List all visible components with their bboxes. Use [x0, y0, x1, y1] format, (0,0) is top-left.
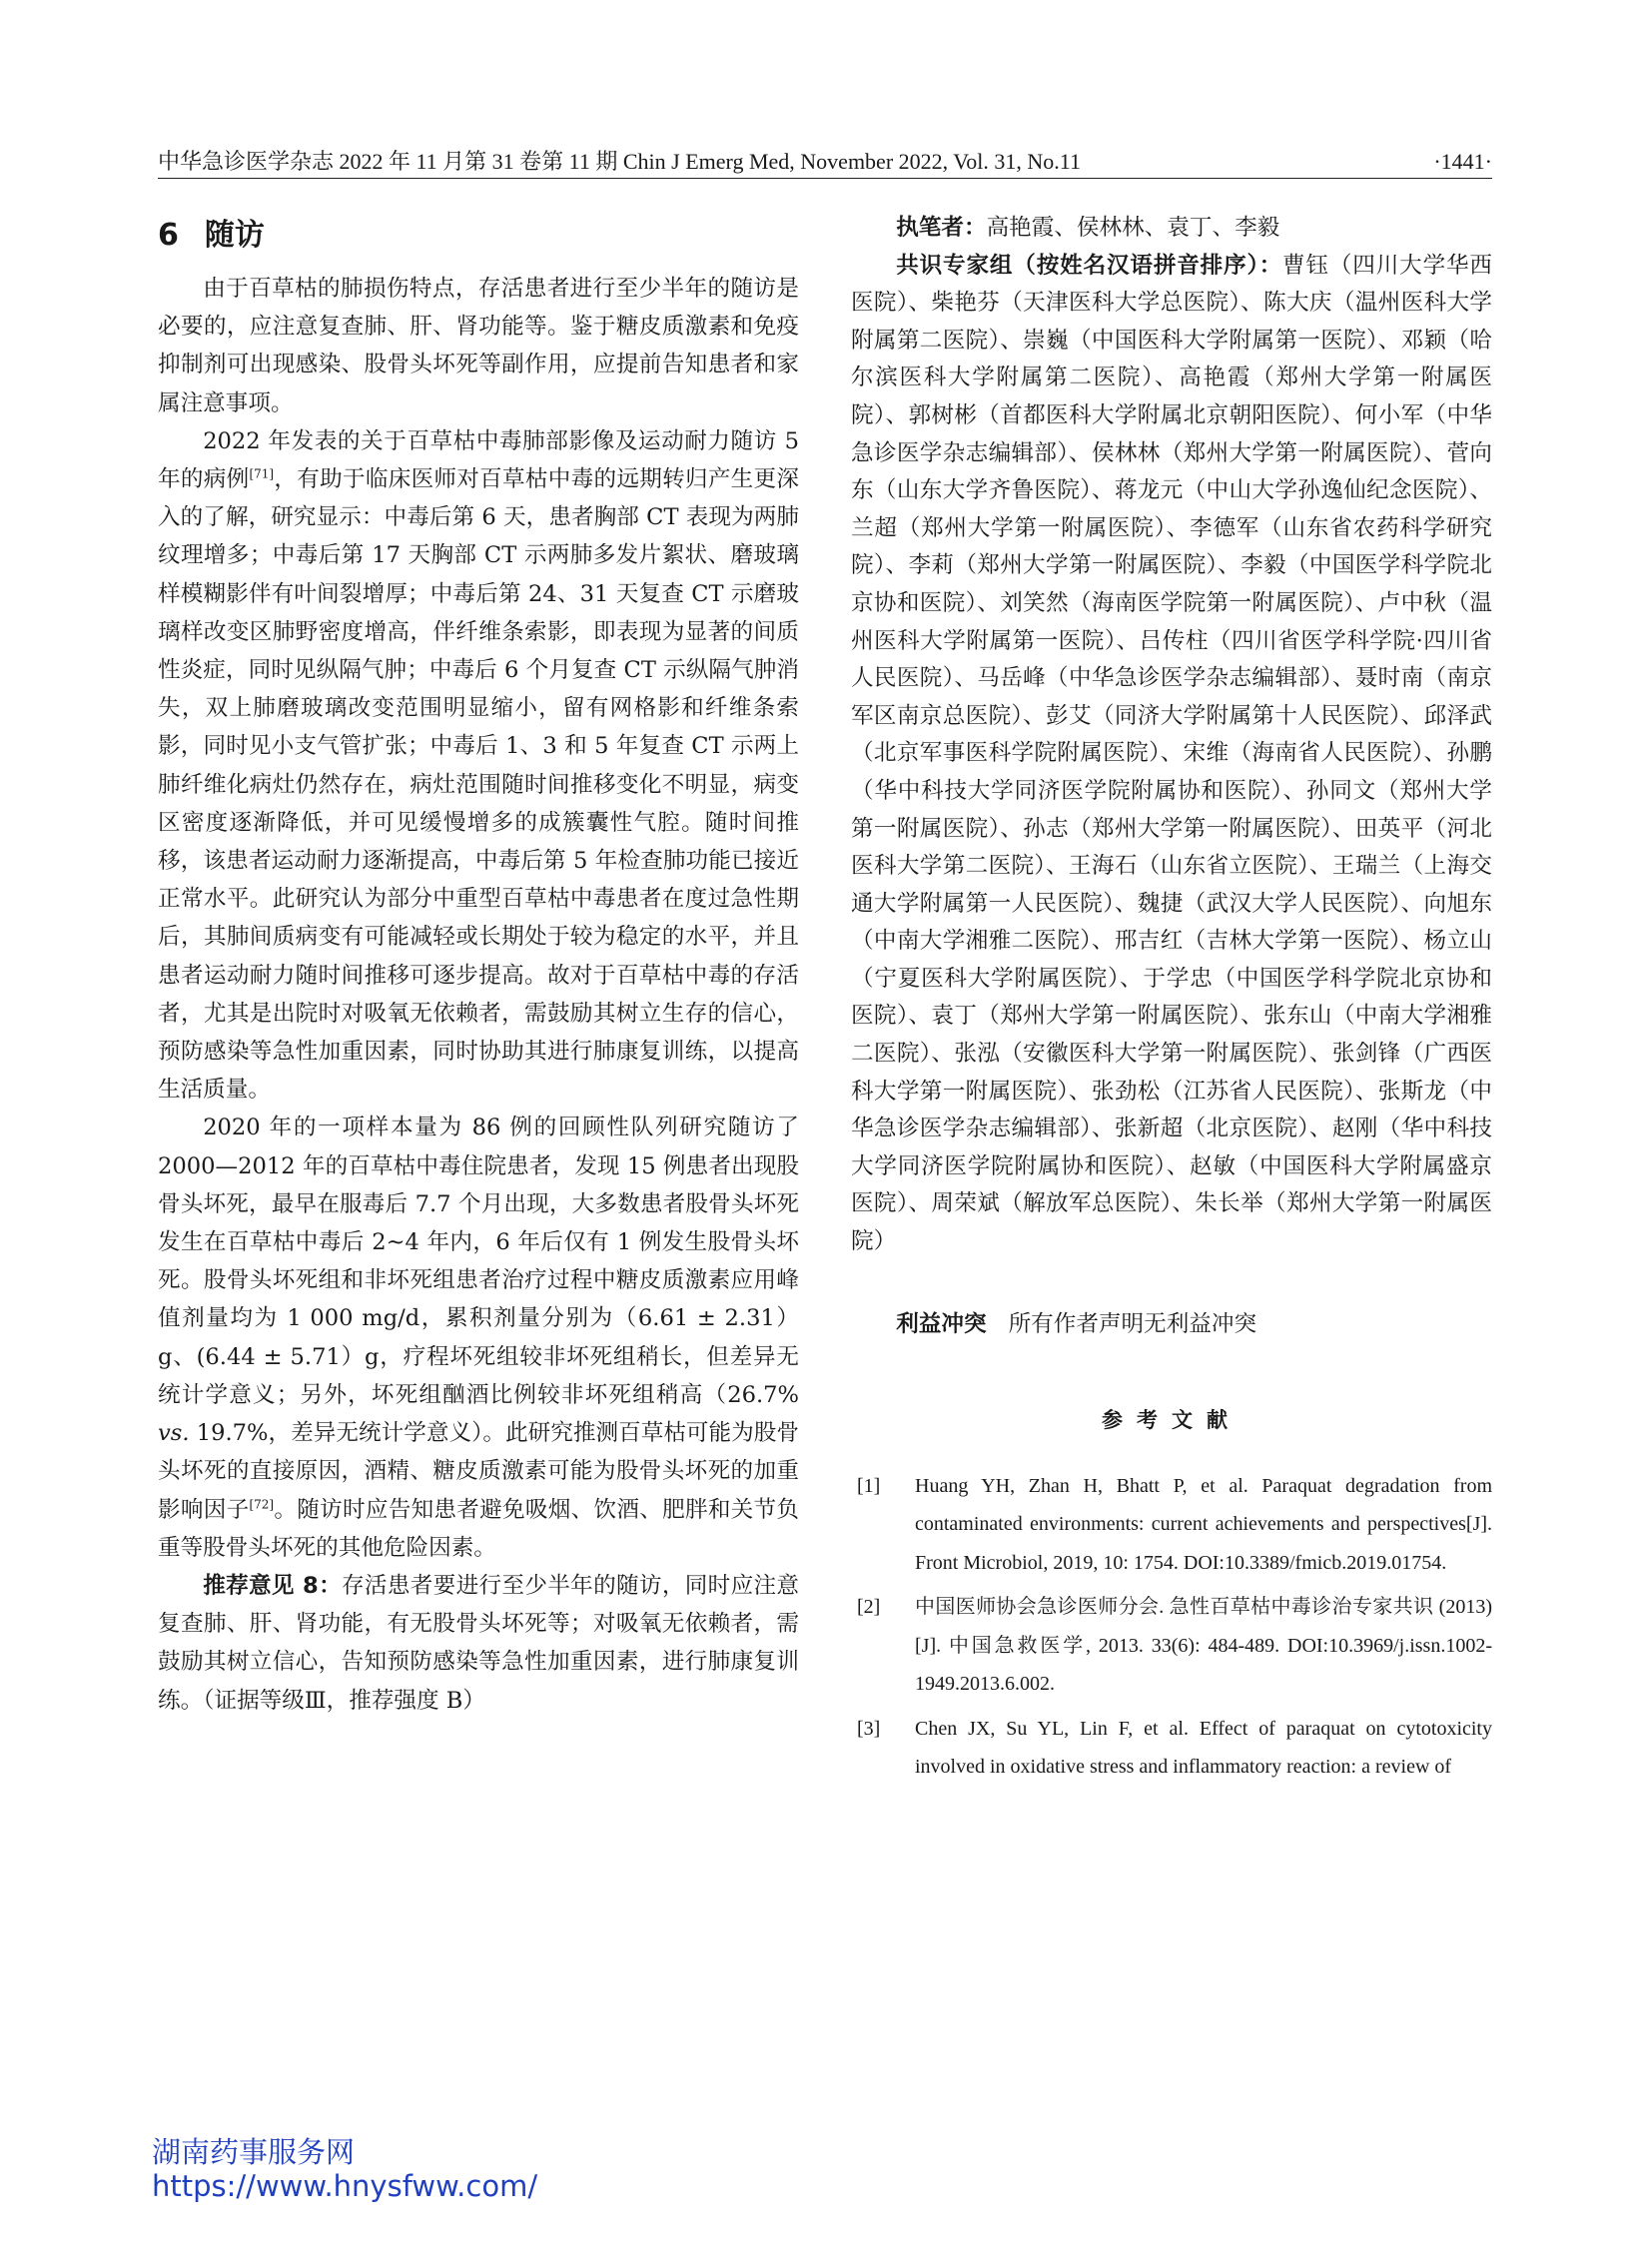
reference-number: [2] [857, 1596, 881, 1619]
reference-item [851, 1467, 1492, 1583]
paragraph-cohort-study [158, 1109, 799, 1566]
paragraph-followup-intro [158, 270, 799, 422]
reference-number: [1] [857, 1474, 881, 1497]
paragraph-text: 19.7%，差异无统计学意义）。此研究推测百草枯可能为股骨头坏死的直接原因，酒精、糖皮质激素可能为股骨头坏死的加重影响因子 [158, 1420, 799, 1523]
section-title: 随访 [204, 218, 265, 253]
right-column [851, 210, 1492, 1793]
experts-text: 曹钰（四川大学华西医院）、柴艳芬（天津医科大学总医院）、陈大庆（温州医科大学附属第二医院）、崇巍（中国医科大学附属第一医院）、邓颖（哈尔滨医科大学附属第二医院）、高艳霞（郑州大学第一附属医院）、郭树彬（首都医科大学附属北京朝阳医院）、何小军（中华急诊医学杂志编辑部）、侯林林（郑州大学第一附属医院）、菅向东（山东大学齐鲁医院）、蒋龙元（中山大学孙逸仙纪念医院）、兰超（郑州大学第一附属医院）、李德军（山东省农药科学研究院）、李莉（郑州大学第一附属医院）、李毅（中国医学科学院北京协和医院）、刘笑然（海南医学院第一附属医院）、卢中秋（温州医科大学附属第一医院）、吕传柱（四川省医学科学院·四川省人民医院）、马岳峰（中华急诊医学杂志编辑部）、聂时南（南京军区南京总医院）、彭艾（同济大学附属第十人民医院）、邱泽武（北京军事医科学院附属医院）、宋维（海南省人民医院）、孙鹏（华中科技大学同济医学院附属协和医院）、孙同文（郑州大学第一附属医院）、孙志（郑州大学第一附属医院）、田英平（河北医科大学第二医院）、王海石（山东省立医院）、王瑞兰（上海交通大学附属第一人民医院）、魏捷（武汉大学人民医院）、向旭东（中南大学湘雅二医院）、邢吉红（吉林大学第一医院）、杨立山（宁夏医科大学附属医院）、于学忠（中国医学科学院北京协和医院）、袁丁（郑州大学第一附属医院）、张东山（中南大学湘雅二医院）、张泓（安徽医科大学第一附属医院）、张剑锋（广西医科大学第一附属医院）、张劲松（江苏省人民医院）、张斯龙（中华急诊医学杂志编辑部）、张新超（北京医院）、赵刚（华中科技大学同济医学院附属协和医院）、赵敏（中国医科大学附属盛京医院）、周荣斌（解放军总医院）、朱长举（郑州大学第一附属医院） [851, 252, 1493, 1255]
header-rule [158, 178, 1492, 179]
experts-label: 共识专家组（按姓名汉语拼音排序）： [896, 252, 1283, 279]
paragraph-case-report [158, 422, 799, 1110]
recommendation-label: 推荐意见 8： [203, 1572, 342, 1599]
reference-text: 中国医师协会急诊医师分会. 急性百草枯中毒诊治专家共识 (2013)[J]. 中国急救医学, 2013. 33(6): 484-489. DOI:10.3969/j.issn.1002-1949.2013.6.002. [915, 1596, 1492, 1696]
reference-list [851, 1467, 1492, 1787]
reference-number: [3] [857, 1717, 881, 1740]
recommendation-text: 存活患者要进行至少半年的随访，同时应注意复查肺、肝、肾功能，有无股骨头坏死等；对吸氧无依赖者，需鼓励其树立信心，告知预防感染等急性加重因素，进行肺康复训练。（证据等级Ⅲ，推荐强度 B） [158, 1572, 799, 1714]
citation-72: [72] [249, 1496, 275, 1511]
conflict-of-interest [851, 1305, 1492, 1343]
paragraph-text: 。随访时应告知患者避免吸烟、饮酒、肥胖和关节负重等股骨头坏死的其他危险因素。 [158, 1496, 800, 1561]
journal-citation: 中华急诊医学杂志 2022 年 11 月第 31 卷第 11 期 Chin J Emerg Med, November 2022, Vol. 31, No.11 [158, 149, 1081, 174]
authors-label: 执笔者： [896, 215, 987, 241]
reference-text: Chen JX, Su YL, Lin F, et al. Effect of paraquat on cytotoxicity involved in oxidative stress and inflammatory reaction: a review of [915, 1717, 1492, 1779]
watermark [152, 2135, 537, 2203]
watermark-url[interactable]: https://www.hnysfww.com/ [152, 2169, 538, 2203]
reference-item [851, 1588, 1492, 1704]
left-column [158, 210, 799, 1720]
section-heading [158, 210, 799, 262]
watermark-site-name: 湖南药事服务网 [152, 2135, 356, 2169]
vs-italic: vs. [158, 1420, 190, 1447]
paragraph-text: 2022 年发表的关于百草枯中毒肺部影像及运动耐力随访 5 年的病例 [158, 427, 799, 493]
citation-71: [71] [249, 466, 275, 481]
paragraph-text: 2020 年的一项样本量为 86 例的回顾性队列研究随访了 2000—2012 年的百草枯中毒住院患者，发现 15 例患者出现股骨头坏死，最早在服毒后 7.7 个月出现，大多数患者股骨头坏死发生在百草枯中毒后 2~4 年内，6 年后仅有 1 例发生股骨头坏死。股骨头坏死组和非坏死组患者治疗过程中糖皮质激素应用峰值剂量均为 1 000 mg/d，累积剂量分别为（6.61 ± 2.31）g、(6.44 ± 5.71）g，疗程坏死组较非坏死组稍长，但差异无统计学意义；另外，坏死组酗酒比例较非坏死组稍高（26.7% [158, 1115, 799, 1408]
running-header [158, 146, 1492, 178]
reference-text: Huang YH, Zhan H, Bhatt P, et al. Paraquat degradation from contaminated environments: current achievements and perspectives[J]. Front Microbiol, 2019, 10: 1754. DOI:10.3389/fmicb.2019.01754. [915, 1474, 1492, 1574]
conflict-text: 所有作者声明无利益冲突 [1008, 1310, 1257, 1337]
section-number: 6 [158, 218, 179, 253]
experts-list [851, 248, 1492, 1261]
page-number: ·1441· [1433, 149, 1492, 174]
paragraph-text: ，有助于临床医师对百草枯中毒的远期转归产生更深入的了解，研究显示：中毒后第 6 天，患者胸部 CT 表现为两肺纹理增多；中毒后第 17 天胸部 CT 示两肺多发片絮状、磨玻璃样模糊影伴有叶间裂增厚；中毒后第 24、31 天复查 CT 示磨玻璃样改变区肺野密度增高，伴纤维条索影，即表现为显著的间质性炎症，同时见纵隔气肿；中毒后 6 个月复查 CT 示纵隔气肿消失，双上肺磨玻璃改变范围明显缩小，留有网格影和纤维条索影，同时见小支气管扩张；中毒后 1、3 和 5 年复查 CT 示两上肺纤维化病灶仍然存在，病灶范围随时间推移变化不明显，病变区密度逐渐降低，并可见缓慢增多的成簇囊性气腔。随时间推移，该患者运动耐力逐渐提高，中毒后第 5 年检查肺功能已接近正常水平。此研究认为部分中重型百草枯中毒患者在度过急性期后，其肺间质病变有可能减轻或长期处于较为稳定的水平，并且患者运动耐力随时间推移可逐步提高。故对于百草枯中毒的存活者，尤其是出院时对吸氧无依赖者，需鼓励其树立生存的信心，预防感染等急性加重因素，同时协助其进行肺康复训练，以提高生活质量。 [158, 466, 800, 1104]
reference-item [851, 1710, 1492, 1787]
authors-names: 高艳霞、侯林林、袁丁、李毅 [986, 215, 1280, 241]
authors-line [851, 210, 1492, 248]
paragraph-text: 由于百草枯的肺损伤特点，存活患者进行至少半年的随访是必要的，应注意复查肺、肝、肾功能等。鉴于糖皮质激素和免疫抑制剂可出现感染、股骨头坏死等副作用，应提前告知患者和家属注意事项。 [158, 276, 799, 416]
conflict-label: 利益冲突 [896, 1310, 987, 1337]
references-title: 参考文献 [1102, 1407, 1241, 1432]
recommendation-8 [158, 1567, 799, 1720]
